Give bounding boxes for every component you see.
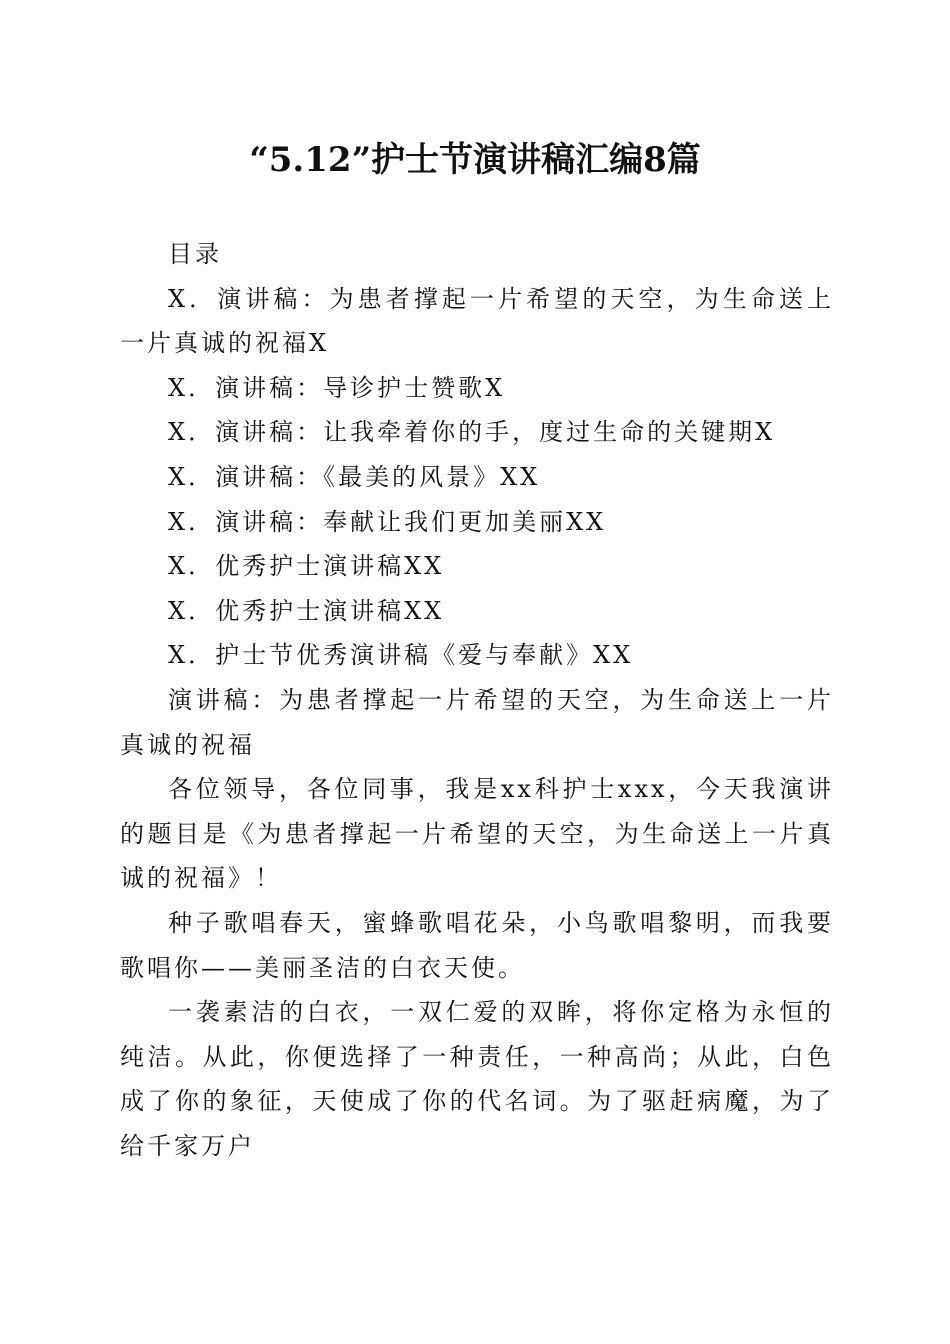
document-body xyxy=(120,232,834,1168)
body-paragraph: 一袭素洁的白衣，一双仁爱的双眸，将你定格为永恒的纯洁。从此，你便选择了一种责任，一种高尚；从此，白色成了你的象征，天使成了你的代名词。为了驱赶病魔，为了给千家万户 xyxy=(120,998,834,1160)
section-heading: 演讲稿：为患者撑起一片希望的天空，为生命送上一片真诚的祝福 xyxy=(120,685,834,759)
document-title: “5.12”护士节演讲稿汇编8篇 xyxy=(249,140,701,180)
toc-item: X．演讲稿：《最美的风景》XX xyxy=(168,462,541,491)
toc-item: X．优秀护士演讲稿XX xyxy=(168,596,445,625)
toc-item: X．演讲稿：导诊护士赞歌X xyxy=(168,373,506,402)
table-of-contents xyxy=(120,277,834,678)
body-paragraph: 各位领导，各位同事，我是xx科护士xxx，今天我演讲的题目是《为患者撑起一片希望的天空，为生命送上一片真诚的祝福》！ xyxy=(120,775,834,893)
toc-item: X．演讲稿：为患者撑起一片希望的天空，为生命送上一片真诚的祝福X xyxy=(120,284,834,358)
toc-heading: 目录 xyxy=(168,240,222,268)
toc-item: X．演讲稿：奉献让我们更加美丽XX xyxy=(168,507,607,536)
toc-item: X．优秀护士演讲稿XX xyxy=(168,552,445,581)
toc-item: X．护士节优秀演讲稿《爱与奉献》XX xyxy=(168,641,634,670)
body-paragraph: 种子歌唱春天，蜜蜂歌唱花朵，小鸟歌唱黎明，而我要歌唱你——美丽圣洁的白衣天使。 xyxy=(120,908,834,982)
toc-item: X．演讲稿：让我牵着你的手，度过生命的关键期X xyxy=(168,418,776,447)
